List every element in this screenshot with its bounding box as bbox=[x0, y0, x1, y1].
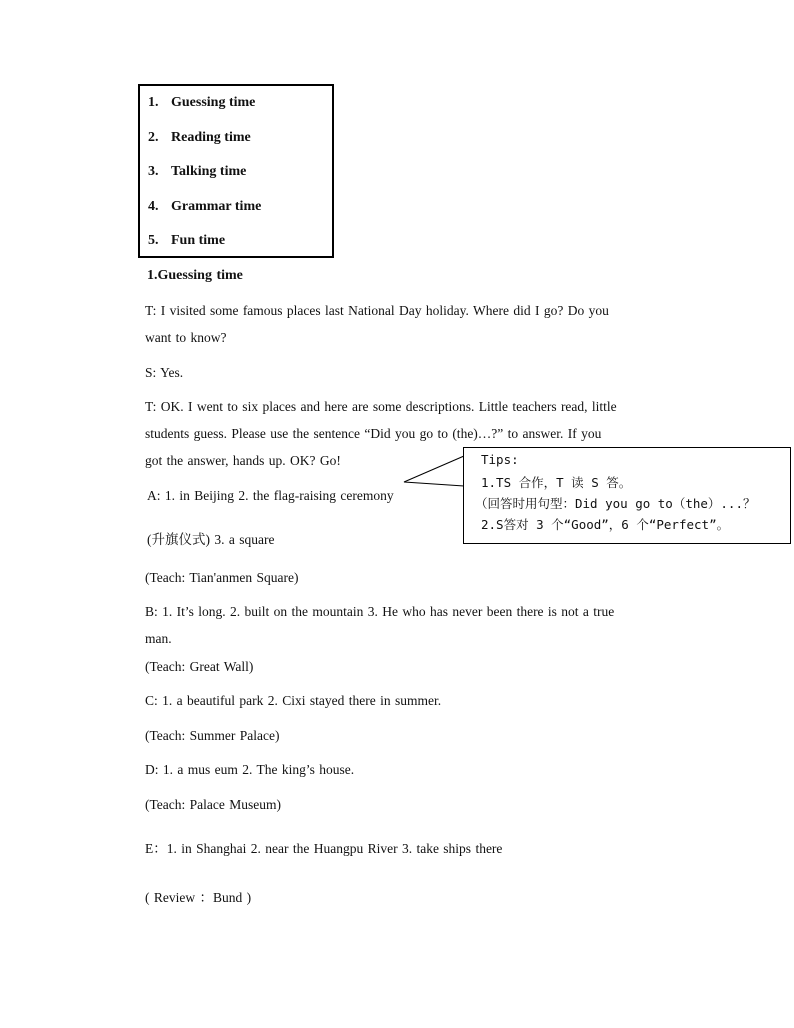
item-b-line: B: 1. It’s long. 2. built on the mountain 3. He who has never been there is not a true bbox=[145, 604, 615, 619]
tips-line: 1.TS 合作，T 读 S 答。 bbox=[481, 475, 632, 490]
teach-line: (Teach: Palace Museum) bbox=[145, 797, 281, 812]
tips-title: Tips: bbox=[481, 452, 519, 467]
teach-line: (Teach: Summer Palace) bbox=[145, 728, 280, 743]
paragraph-line: T: I visited some famous places last National Day holiday. Where did I go? Do you bbox=[145, 303, 609, 318]
outline-item-grammar: 4. Grammar time bbox=[148, 199, 262, 214]
section-heading: 1.Guessing time bbox=[147, 268, 243, 283]
item-e-line: E：1. in Shanghai 2. near the Huangpu River 3. take ships there bbox=[145, 841, 503, 856]
tips-line: （回答时用句型：Did you go to（the）...？ bbox=[475, 496, 756, 511]
callout-pointer bbox=[400, 456, 470, 496]
item-a-line: A: 1. in Beijing 2. the flag-raising ceremony bbox=[147, 488, 394, 503]
review-line: ( Review ：Bund ) bbox=[145, 890, 252, 905]
outline-item-reading: 2. Reading time bbox=[148, 130, 251, 145]
paragraph-line: got the answer, hands up. OK? Go! bbox=[145, 453, 341, 468]
item-c-line: C: 1. a beautiful park 2. Cixi stayed there in summer. bbox=[145, 693, 442, 708]
outline-item-talking: 3. Talking time bbox=[148, 164, 247, 179]
teach-line: (Teach: Great Wall) bbox=[145, 659, 254, 674]
item-a-line: (升旗仪式) 3. a square bbox=[147, 532, 275, 547]
outline-item-fun: 5. Fun time bbox=[148, 233, 226, 248]
teach-line: (Teach: Tian'anmen Square) bbox=[145, 570, 299, 585]
paragraph-line: T: OK. I went to six places and here are some descriptions. Little teachers read, little bbox=[145, 399, 617, 414]
item-d-line: D: 1. a mus eum 2. The king’s house. bbox=[145, 762, 355, 777]
item-b-line: man. bbox=[145, 631, 172, 646]
paragraph-line: students guess. Please use the sentence “Did you go to (the)…?” to answer. If you bbox=[145, 426, 602, 441]
outline-item-guessing: 1. Guessing time bbox=[148, 95, 256, 110]
paragraph-line: S: Yes. bbox=[145, 365, 184, 380]
paragraph-line: want to know? bbox=[145, 330, 227, 345]
tips-line: 2.S答对 3 个“Good”，6 个“Perfect”。 bbox=[481, 517, 730, 532]
